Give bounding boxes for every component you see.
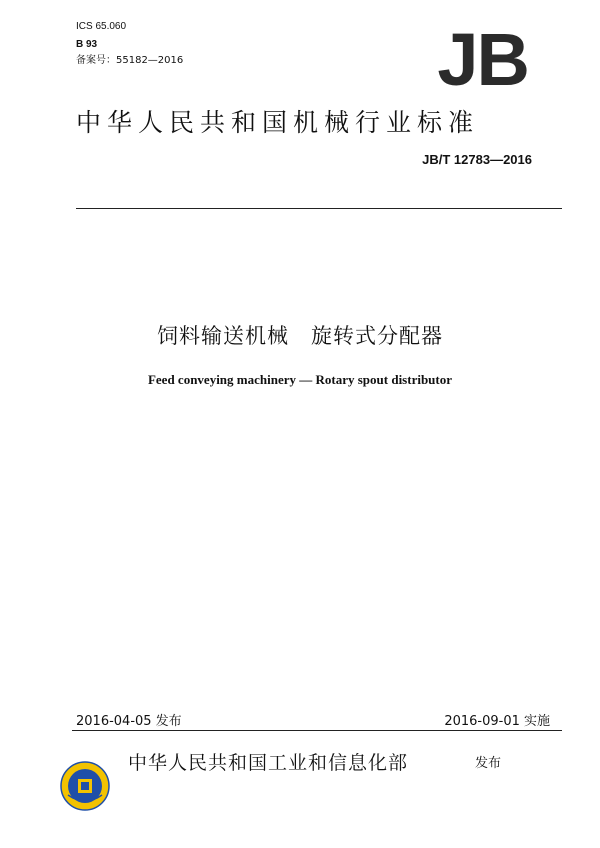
ics-code: ICS 65.060 (76, 21, 127, 32)
issuer-name: 中华人民共和国工业和信息化部 (128, 752, 409, 774)
ccs-code: B 93 (76, 39, 98, 50)
footer-divider (72, 730, 562, 731)
issuer-suffix: 发布 (475, 756, 502, 771)
implementation-date: 2016-09-01 实施 (444, 714, 550, 729)
title-chinese: 饲料输送机械 旋转式分配器 (157, 324, 443, 348)
header-divider (76, 208, 562, 209)
standard-category: 中华人民共和国机械行业标准 (76, 108, 480, 137)
title-english: Feed conveying machinery — Rotary spout distributor (147, 372, 453, 387)
standard-number: JB/T 12783—2016 (422, 152, 532, 167)
jb-logo: JB (437, 18, 528, 101)
filing-number: 备案号：55182—2016 (76, 55, 184, 66)
issue-date: 2016-04-05 发布 (76, 714, 182, 729)
publisher-emblem-icon (60, 761, 110, 811)
